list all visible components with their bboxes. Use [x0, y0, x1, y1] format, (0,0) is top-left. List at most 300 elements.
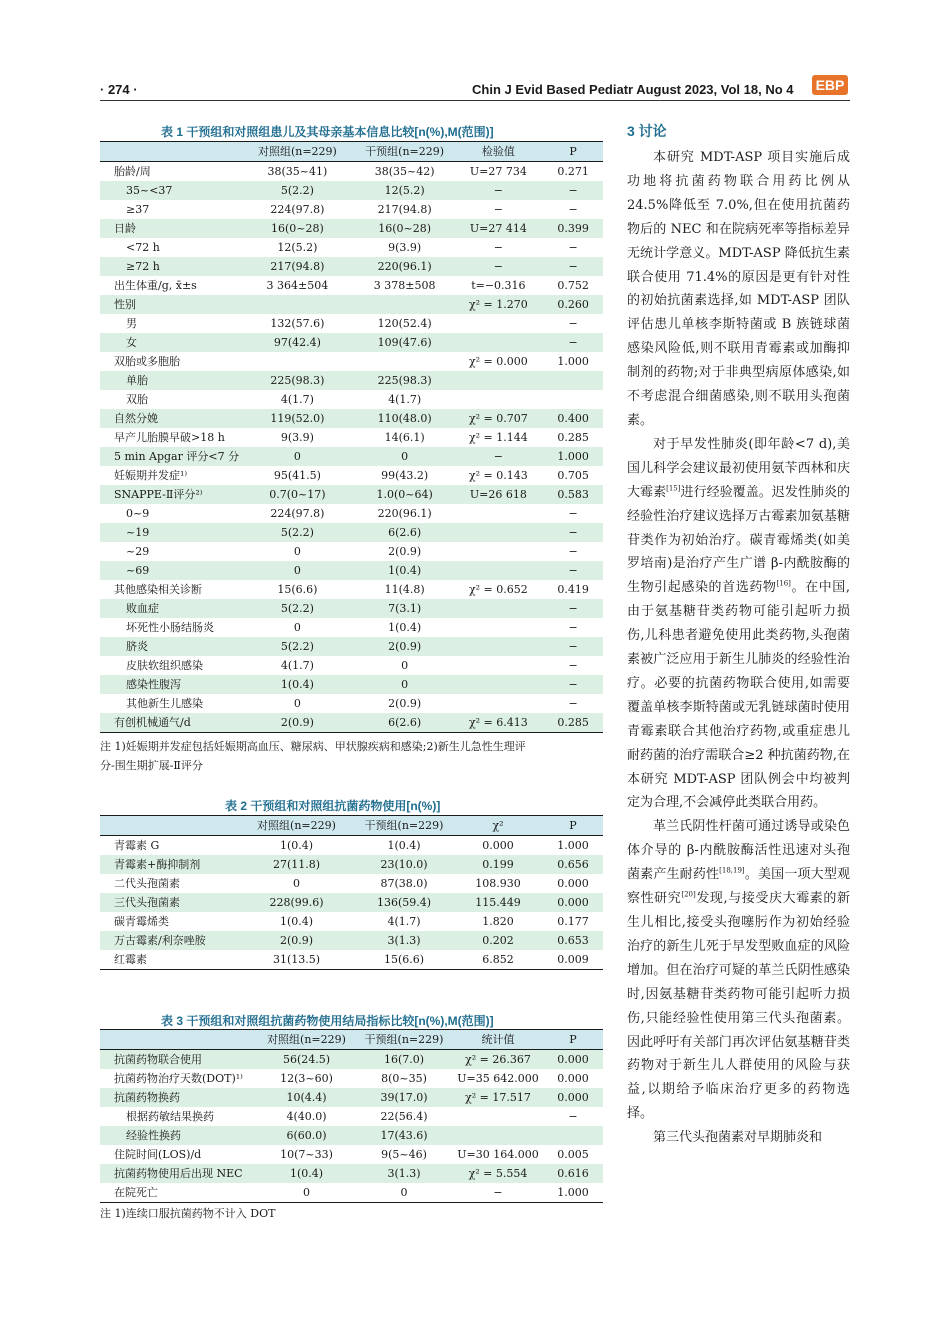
row-label: 皮肤软组织感染	[126, 659, 203, 672]
table-row	[100, 1183, 603, 1203]
table-cell: 5(2.2)	[239, 523, 356, 542]
table-cell	[454, 390, 544, 409]
row-label: 有创机械通气/d	[100, 713, 239, 733]
column-header: 检验值	[454, 142, 544, 162]
table-cell: 0.419	[557, 583, 589, 596]
table2	[100, 815, 603, 970]
table-row	[100, 409, 603, 428]
journal-logo	[812, 73, 850, 97]
table-cell: 16(0~28)	[356, 219, 454, 238]
table-cell: 2(0.9)	[238, 931, 355, 950]
page-number: · 274 ·	[100, 82, 138, 97]
table-cell	[454, 333, 544, 352]
table-cell: χ² = 1.270	[454, 295, 544, 314]
column-header: P	[543, 816, 603, 836]
table-cell: χ² = 0.652	[468, 583, 528, 596]
table-cell: 38(35~41)	[267, 165, 328, 178]
row-label: 性别	[100, 295, 239, 314]
table-cell	[454, 675, 544, 694]
table-cell	[543, 1126, 603, 1145]
table-cell: 99(43.2)	[381, 469, 429, 482]
citation: [16]	[776, 579, 791, 588]
table-cell: 14(6.1)	[384, 431, 425, 444]
table-cell: 0.005	[557, 1148, 589, 1161]
table-cell	[454, 694, 544, 713]
row-label: 日龄	[100, 219, 239, 238]
table-row	[100, 447, 603, 466]
table-cell: −	[543, 257, 603, 276]
table-cell: 0.285	[543, 713, 603, 733]
table-cell: 0.009	[543, 950, 603, 970]
table-row	[100, 542, 603, 561]
table-cell: 1.000	[543, 1183, 603, 1203]
table-row	[100, 580, 603, 599]
table-cell: U=27 734	[469, 165, 527, 178]
row-label: 自然分娩	[100, 409, 239, 428]
table-cell	[454, 504, 544, 523]
table-cell: 0	[401, 659, 409, 672]
column-header	[100, 142, 239, 162]
table-cell: 0.000	[543, 1088, 603, 1107]
table-cell: 15(6.6)	[277, 583, 318, 596]
table-cell: 2(0.9)	[388, 697, 422, 710]
table-cell: 0	[356, 675, 454, 694]
table-cell: 225(98.3)	[356, 371, 454, 390]
table-cell	[454, 637, 544, 656]
row-label: 青霉素 G	[114, 839, 160, 852]
table-cell: 27(11.8)	[238, 855, 355, 874]
table-header-row	[100, 142, 603, 162]
table-row	[100, 238, 603, 257]
table-cell: 0.260	[543, 295, 603, 314]
table-cell: 1(0.4)	[279, 915, 314, 928]
table-row	[100, 1107, 603, 1126]
row-label: ~29	[126, 545, 150, 558]
table-cell: 6.852	[453, 950, 543, 970]
table-cell: −	[454, 447, 544, 466]
row-label: 脐炎	[100, 637, 239, 656]
table-cell: −	[453, 1183, 543, 1203]
column-header: 干预组(n=229)	[355, 1030, 453, 1050]
table-row	[100, 390, 603, 409]
table-cell: 3 364±504	[266, 279, 329, 292]
table-cell: 31(13.5)	[238, 950, 355, 970]
table-cell	[454, 599, 544, 618]
table-row	[100, 428, 603, 447]
row-label: <72 h	[126, 241, 160, 254]
table-row	[100, 1164, 603, 1183]
table-row	[100, 694, 603, 713]
table-cell: 12(5.2)	[356, 181, 454, 200]
table-cell: t=−0.316	[471, 279, 526, 292]
row-label: 二代头孢菌素	[114, 877, 180, 890]
table-cell: 1.000	[543, 447, 603, 466]
table-cell: 0	[239, 561, 356, 580]
table-cell: 0.202	[453, 931, 543, 950]
row-label: 0~9	[126, 507, 150, 520]
row-label: ≥72 h	[100, 257, 239, 276]
table-cell	[453, 1107, 543, 1126]
table-row	[100, 1050, 603, 1070]
table-cell: 109(47.6)	[356, 333, 454, 352]
table-cell: 56(24.5)	[258, 1050, 355, 1070]
table-cell: 4(40.0)	[286, 1110, 327, 1123]
table-cell: 3(1.3)	[355, 931, 453, 950]
table-cell: −	[568, 621, 578, 634]
table-cell	[356, 352, 454, 371]
table-cell: −	[493, 203, 503, 216]
table-cell: 0	[293, 621, 301, 634]
row-label: 男	[126, 317, 137, 330]
table-cell: 5(2.2)	[239, 181, 356, 200]
table-cell: 1.0(0~64)	[356, 485, 454, 504]
table-cell: 97(42.4)	[239, 333, 356, 352]
table-cell	[543, 371, 603, 390]
row-label: 妊娠期并发症¹⁾	[114, 469, 188, 482]
row-label: 35~<37	[100, 181, 239, 200]
table-header-row	[100, 1030, 603, 1050]
row-label: 双胎	[126, 393, 148, 406]
table-cell: −	[543, 675, 603, 694]
table-row	[100, 713, 603, 733]
table-cell: 3(1.3)	[355, 1164, 453, 1183]
table-row	[100, 295, 603, 314]
row-label: 抗菌药物换药	[100, 1088, 258, 1107]
table-cell: 1(0.4)	[387, 839, 421, 852]
table-row	[100, 637, 603, 656]
table-row	[100, 931, 603, 950]
row-label: ~69	[100, 561, 239, 580]
header-rule	[100, 100, 850, 101]
table-cell: 224(97.8)	[270, 507, 325, 520]
table-row	[100, 836, 603, 856]
table-row	[100, 561, 603, 580]
row-label: 经验性换药	[100, 1126, 258, 1145]
table-cell: 1(0.4)	[258, 1164, 355, 1183]
table-cell: 4(1.7)	[388, 393, 422, 406]
row-label: 早产儿胎膜早破>18 h	[114, 431, 225, 444]
table-cell: 5(2.2)	[239, 637, 356, 656]
table-cell: U=27 414	[454, 219, 544, 238]
table-cell: −	[543, 523, 603, 542]
table-cell	[454, 618, 544, 637]
table-cell: 225(98.3)	[239, 371, 356, 390]
row-label: 红霉素	[100, 950, 238, 970]
table-cell: χ² = 0.000	[468, 355, 528, 368]
discussion-text	[627, 146, 850, 1150]
table-row	[100, 893, 603, 912]
table-row	[100, 371, 603, 390]
table-cell: 1(0.4)	[356, 561, 454, 580]
row-label: 住院时间(LOS)/d	[114, 1148, 202, 1161]
row-label: SNAPPE-Ⅱ评分²⁾	[100, 485, 239, 504]
row-label: 坏死性小肠结肠炎	[126, 621, 214, 634]
table-cell: 0	[293, 545, 301, 558]
table-cell: 0.705	[557, 469, 589, 482]
row-label: 其他新生儿感染	[126, 697, 203, 710]
table-row	[100, 874, 603, 893]
table-cell	[454, 314, 544, 333]
table-row	[100, 352, 603, 371]
table-cell: 110(48.0)	[356, 409, 454, 428]
table-cell: 10(7~33)	[280, 1148, 333, 1161]
table-cell: −	[493, 241, 503, 254]
table-row	[100, 485, 603, 504]
table-cell: χ² = 0.707	[454, 409, 544, 428]
table-cell	[239, 295, 356, 314]
table-cell: 16(7.0)	[355, 1050, 453, 1070]
table-cell: 4(1.7)	[280, 393, 314, 406]
table-cell: 2(0.9)	[356, 637, 454, 656]
table-cell: −	[568, 507, 578, 520]
table-cell: 3 378±508	[373, 279, 436, 292]
row-label: 青霉素+酶抑制剂	[100, 855, 238, 874]
table-cell: U=30 164.000	[457, 1148, 539, 1161]
table-cell: −	[543, 637, 603, 656]
table-cell: 4(1.7)	[280, 659, 314, 672]
table-cell: −	[568, 1110, 578, 1123]
table-cell: 132(57.6)	[270, 317, 325, 330]
table3	[100, 1029, 603, 1203]
table-cell: 217(94.8)	[377, 203, 432, 216]
table-row	[100, 656, 603, 675]
row-label: ≥37	[126, 203, 150, 216]
table-cell: 12(3~60)	[280, 1072, 333, 1085]
row-label: 根据药敏结果换药	[126, 1110, 214, 1123]
row-label: 5 min Apgar 评分<7 分	[100, 447, 239, 466]
table-cell: 95(41.5)	[273, 469, 321, 482]
column-header: χ²	[453, 816, 543, 836]
table-cell: 9(5~46)	[381, 1148, 427, 1161]
table-cell: 9(3.9)	[280, 431, 314, 444]
table2-title: 表 2 干预组和对照组抗菌药物使用[n(%)]	[225, 799, 441, 813]
column-header	[100, 816, 238, 836]
table-cell: 0	[355, 1183, 453, 1203]
row-label: 三代头孢菌素	[100, 893, 238, 912]
table-cell: 220(96.1)	[356, 257, 454, 276]
row-label: 抗菌药物治疗天数(DOT)¹⁾	[114, 1072, 243, 1085]
table-cell: 136(59.4)	[355, 893, 453, 912]
table-cell: U=35 642.000	[457, 1072, 539, 1085]
table-cell: 10(4.4)	[258, 1088, 355, 1107]
table-cell	[356, 295, 454, 314]
column-header: P	[543, 142, 603, 162]
table-header-row	[100, 816, 603, 836]
row-label: 抗菌药物联合使用	[100, 1050, 258, 1070]
table-cell: −	[454, 181, 544, 200]
citation: [18,19]	[719, 866, 745, 875]
table-cell: −	[454, 257, 544, 276]
table-cell: −	[543, 561, 603, 580]
table-row	[100, 1126, 603, 1145]
table-cell: −	[568, 317, 578, 330]
table-cell: 115.449	[453, 893, 543, 912]
table-cell: 6(2.6)	[356, 523, 454, 542]
row-label: 胎龄/周	[114, 165, 151, 178]
table-cell: 8(0~35)	[381, 1072, 427, 1085]
table-cell: 0.399	[543, 219, 603, 238]
table-cell: −	[543, 599, 603, 618]
table-cell: χ² = 6.413	[454, 713, 544, 733]
row-label: 出生体重/g, x̄±s	[114, 279, 197, 292]
table-cell: 0.000	[557, 877, 589, 890]
table-cell: −	[543, 333, 603, 352]
section-heading: 3 讨论	[627, 123, 667, 139]
table-cell: 2(0.9)	[388, 545, 422, 558]
table-cell	[454, 542, 544, 561]
table-cell: 39(17.0)	[355, 1088, 453, 1107]
table-cell: 1.000	[557, 355, 589, 368]
paragraph: 革兰氏阴性杆菌可通过诱导或染色体介导的 β-内酰胺酶活性迅速对头孢菌素产生耐药性[18,19]。美国一项大型观察性研究[20]发现,与接受庆大霉素的新生儿相比,接受头孢噻肟作为初始经验治疗的新生儿死于早发型败血症的风险增加。但在治疗可疑的革兰氏阴性感染时,因氨基糖苷类药物可能引起听力损伤,只能经验性使用第三代头孢菌素。因此呼吁有关部门再次评估氨基糖苷类药物对于新生儿人群使用的风险与获益,以期给予临床治疗更多的药物选择。	[627, 819, 850, 1122]
table-row	[100, 504, 603, 523]
table-cell: 0	[293, 877, 300, 890]
table-cell: 220(96.1)	[377, 507, 432, 520]
table3-title: 表 3 干预组和对照组抗菌药物使用结局指标比较[n(%),M(范围)]	[161, 1014, 494, 1028]
table-row	[100, 523, 603, 542]
table-cell	[454, 656, 544, 675]
table-cell: 0	[258, 1183, 355, 1203]
table-row	[100, 1088, 603, 1107]
table-cell: 1.000	[557, 839, 589, 852]
table-cell: 23(10.0)	[355, 855, 453, 874]
table-cell: 0.000	[557, 1072, 589, 1085]
row-label: ~19	[100, 523, 239, 542]
table-cell: χ² = 1.144	[468, 431, 528, 444]
table-cell: 4(1.7)	[387, 915, 421, 928]
table-cell: 0.653	[543, 931, 603, 950]
table-cell: 1(0.4)	[279, 839, 314, 852]
journal-header: Chin J Evid Based Pediatr August 2023, Vol 18, No 4	[472, 82, 794, 97]
table-row	[100, 162, 603, 182]
table1-title: 表 1 干预组和对照组患儿及其母亲基本信息比较[n(%),M(范围)]	[161, 125, 494, 139]
table-cell: 0.271	[557, 165, 589, 178]
table-cell	[239, 352, 356, 371]
table-row	[100, 333, 603, 352]
table-cell: 0.285	[557, 431, 589, 444]
table-cell: 11(4.8)	[384, 583, 425, 596]
table-cell: χ² = 5.554	[453, 1164, 543, 1183]
table-cell: 0.616	[543, 1164, 603, 1183]
table-cell: 15(6.6)	[355, 950, 453, 970]
column-header: 干预组(n=229)	[356, 142, 454, 162]
table-cell: 38(35~42)	[374, 165, 435, 178]
paragraph: 对于早发性肺炎(即年龄<7 d),美国儿科学会建议最初使用氨苄西林和庆大霉素[15]进行经验覆盖。迟发性肺炎的经验性治疗建议选择万古霉素加氨基糖苷类作为初始治疗。碳青霉烯类(如美罗培南)是治疗产生广谱 β-内酰胺酶的生物引起感染的首选药物[16]。在中国,由于氨基糖苷类药物可能引起听力损伤,儿科患者避免使用此类药物,头孢菌素被广泛应用于新生儿肺炎的经验性治疗。必要的抗菌药物联合使用,如需要覆盖单核李斯特菌或无乳链球菌时使用青霉素联合其他治疗药物,或重症患儿耐药菌的治疗需联合≥2 种抗菌药物,在本研究 MDT-ASP 团队例会中均被判定为合理,不会减停此类联合用药。	[627, 436, 850, 811]
table-cell	[543, 390, 603, 409]
table-cell: 12(5.2)	[277, 241, 318, 254]
table-cell: 1(0.4)	[388, 621, 422, 634]
table-cell: 119(52.0)	[239, 409, 356, 428]
table-cell: −	[568, 203, 578, 216]
table-cell: 7(3.1)	[356, 599, 454, 618]
table-cell: −	[568, 241, 578, 254]
table-row	[100, 276, 603, 295]
table-cell: 5(2.2)	[239, 599, 356, 618]
table-row	[100, 912, 603, 931]
table-row	[100, 314, 603, 333]
table-cell: 0.199	[453, 855, 543, 874]
table-cell: χ² = 17.517	[453, 1088, 543, 1107]
table-cell: 22(56.4)	[380, 1110, 428, 1123]
table-cell: 1(0.4)	[239, 675, 356, 694]
table-cell: 0.7(0~17)	[239, 485, 356, 504]
row-label: 单胎	[100, 371, 239, 390]
column-header: 统计值	[453, 1030, 543, 1050]
table-cell: 16(0~28)	[239, 219, 356, 238]
table-row	[100, 257, 603, 276]
citation: [20]	[681, 890, 696, 899]
table-cell: −	[568, 697, 578, 710]
table-cell: 0.752	[557, 279, 589, 292]
citation: [15]	[666, 484, 681, 493]
table-cell: 0	[356, 447, 454, 466]
row-label: 败血症	[100, 599, 239, 618]
column-header: 对照组(n=229)	[239, 142, 356, 162]
column-header: 对照组(n=229)	[258, 1030, 355, 1050]
table3-note: 注 1)连续口服抗菌药物不计入 DOT	[100, 1207, 276, 1220]
table-cell: 87(38.0)	[380, 877, 428, 890]
row-label: 抗菌药物使用后出现 NEC	[100, 1164, 258, 1183]
table-row	[100, 950, 603, 970]
row-label: 万古霉素/利奈唑胺	[100, 931, 238, 950]
table-cell: 0.000	[482, 839, 514, 852]
table-cell: 224(97.8)	[270, 203, 325, 216]
table-row	[100, 200, 603, 219]
table-cell: 0.656	[543, 855, 603, 874]
table-cell	[454, 523, 544, 542]
table-cell: χ² = 26.367	[453, 1050, 543, 1070]
table-cell: −	[568, 545, 578, 558]
row-label: 女	[100, 333, 239, 352]
table-row	[100, 181, 603, 200]
table1-note: 注 1)妊娠期并发症包括妊娠期高血压、糖尿病、甲状腺疾病和感染;2)新生儿急性生理评 分-围生期扩展-Ⅱ评分	[100, 740, 526, 772]
table-cell: 9(3.9)	[388, 241, 422, 254]
table-cell: −	[568, 659, 578, 672]
table-cell: U=26 618	[454, 485, 544, 504]
table-cell: 0	[239, 447, 356, 466]
table-cell: 108.930	[475, 877, 521, 890]
table-cell: 2(0.9)	[239, 713, 356, 733]
column-header: 干预组(n=229)	[355, 816, 453, 836]
table-cell: 0.000	[543, 893, 603, 912]
table-row	[100, 675, 603, 694]
table-cell: χ² = 0.143	[468, 469, 528, 482]
table-cell: 217(94.8)	[239, 257, 356, 276]
table-cell: 1.820	[482, 915, 514, 928]
table-row	[100, 855, 603, 874]
paragraph: 本研究 MDT-ASP 项目实施后成功地将抗菌药物联合用药比例从 24.5%降低至 7.0%,但在使用抗菌药物后的 NEC 和在院病死率等指标差异无统计学意义。MDT-ASP 降低抗生素联合使用 71.4%的原因是更有针对性的初始抗菌素选择,如 MDT-ASP 团队评估患儿单核李斯特菌或 B 族链球菌感染风险低,则不联用青霉素或加酶抑制剂的药物;对于非典型病原体感染,如不考虑混合细菌感染,则不联用头孢菌素。	[627, 150, 850, 428]
table-cell	[453, 1126, 543, 1145]
column-header: 对照组(n=229)	[238, 816, 355, 836]
table-row	[100, 219, 603, 238]
table-cell	[454, 561, 544, 580]
table-cell: 0	[293, 697, 301, 710]
table1	[100, 141, 603, 733]
table-row	[100, 618, 603, 637]
row-label: 双胎或多胞胎	[114, 355, 180, 368]
table-row	[100, 599, 603, 618]
table-cell: 0.583	[543, 485, 603, 504]
table-cell: −	[543, 181, 603, 200]
table-cell: 228(99.6)	[238, 893, 355, 912]
row-label: 在院死亡	[100, 1183, 258, 1203]
table-cell: 6(2.6)	[356, 713, 454, 733]
row-label: 其他感染相关诊断	[114, 583, 202, 596]
column-header	[100, 1030, 258, 1050]
table-cell: 17(43.6)	[355, 1126, 453, 1145]
column-header: P	[543, 1030, 603, 1050]
table-cell: 0.000	[543, 1050, 603, 1070]
paragraph: 第三代头孢菌素对早期肺炎和	[653, 1130, 823, 1146]
